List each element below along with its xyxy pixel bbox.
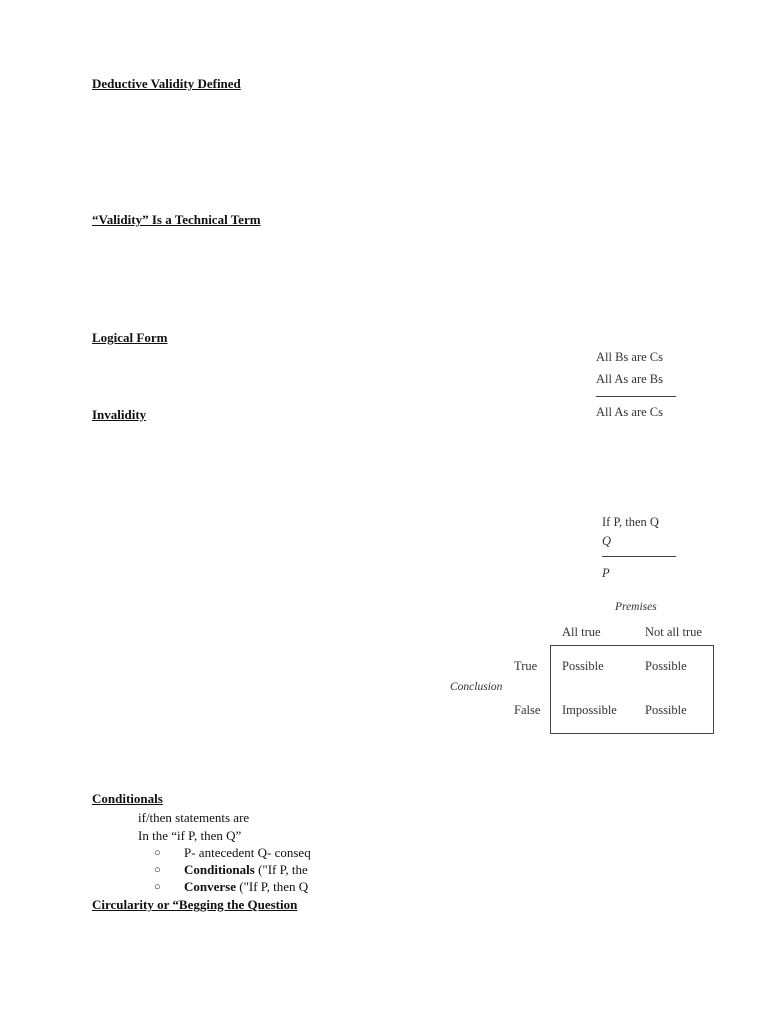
table-col-header-not-all-true: Not all true xyxy=(645,625,702,639)
table-row-header-true: True xyxy=(514,659,538,673)
syllogism-premise-1: All Bs are Cs xyxy=(596,350,664,364)
affirming-premise-2: Q xyxy=(602,534,612,548)
conditionals-bullet-2-text: ("If P, the xyxy=(254,862,308,877)
table-col-header-all-true: All true xyxy=(562,625,601,639)
bullet-circle-icon: ○ xyxy=(154,847,161,859)
conditionals-term: Conditionals xyxy=(184,862,255,877)
table-cell-false-all-true: Impossible xyxy=(562,703,617,717)
conditionals-bullet-3-text: ("If P, then Q xyxy=(236,879,309,894)
conditionals-line-1: if/then statements are xyxy=(138,810,250,825)
affirming-divider xyxy=(602,556,676,557)
syllogism-divider xyxy=(596,396,676,397)
table-row-axis-conclusion: Conclusion xyxy=(450,681,503,693)
bullet-circle-icon: ○ xyxy=(154,864,161,876)
table-cell-true-not-all-true: Possible xyxy=(645,659,687,673)
heading-circularity: Circularity or “Begging the Question xyxy=(92,897,298,912)
conditionals-bullet-3 xyxy=(184,879,308,895)
heading-deductive-validity: Deductive Validity Defined xyxy=(92,76,241,91)
bullet-circle-icon: ○ xyxy=(154,881,161,893)
heading-logical-form: Logical Form xyxy=(92,330,168,345)
table-row-header-false: False xyxy=(514,703,541,717)
heading-validity-technical-term: “Validity” Is a Technical Term xyxy=(92,212,261,227)
affirming-premise-1: If P, then Q xyxy=(602,515,659,529)
heading-invalidity: Invalidity xyxy=(92,407,147,422)
table-cell-true-all-true: Possible xyxy=(562,659,604,673)
syllogism-conclusion: All As are Cs xyxy=(596,405,664,419)
affirming-conclusion: P xyxy=(602,566,610,580)
converse-term: Converse xyxy=(184,879,236,894)
table-cell-false-not-all-true: Possible xyxy=(645,703,687,717)
conditionals-bullet-1: P- antecedent Q- conseq xyxy=(184,845,311,860)
conditionals-bullet-2 xyxy=(184,862,308,878)
conditionals-line-2: In the “if P, then Q” xyxy=(138,828,242,843)
heading-conditionals: Conditionals xyxy=(92,791,163,806)
table-title-premises: Premises xyxy=(615,601,657,613)
syllogism-premise-2: All As are Bs xyxy=(596,372,664,386)
